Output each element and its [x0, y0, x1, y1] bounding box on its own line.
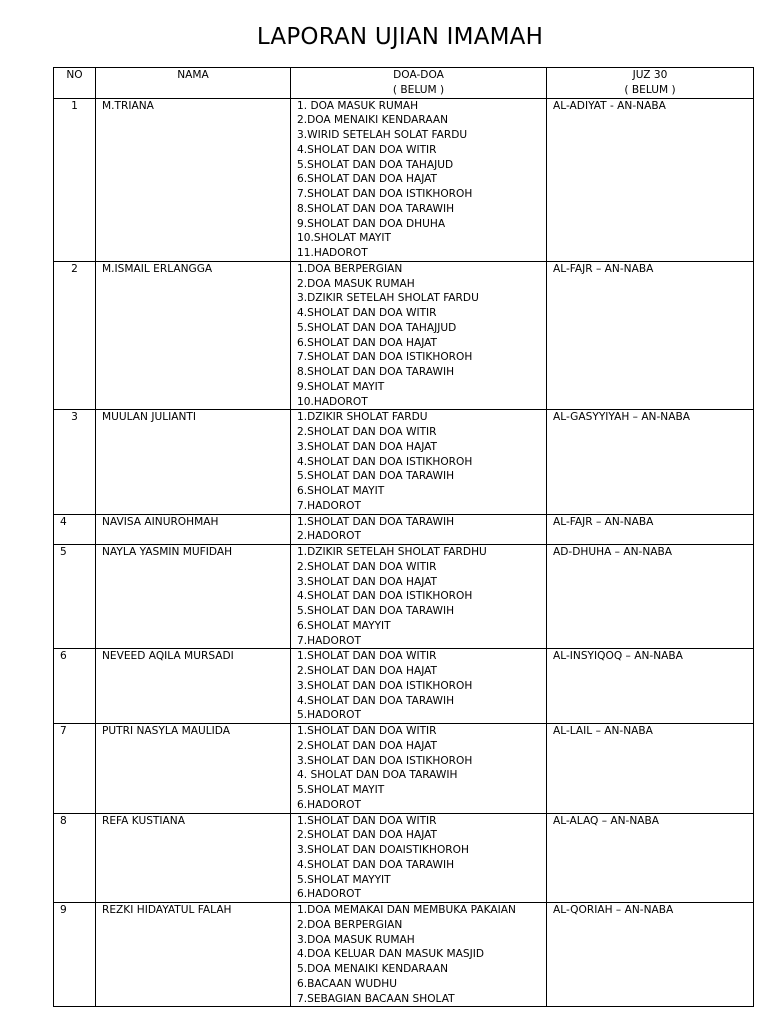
- header-nama: NAMA: [96, 68, 291, 99]
- cell-juz: AL-FAJR – AN-NABA: [547, 514, 754, 545]
- doa-item: 5.SHOLAT DAN DOA TAHAJUD: [297, 158, 454, 171]
- header-juz: [547, 68, 754, 99]
- doa-item: 2.SHOLAT DAN DOA WITIR: [297, 426, 437, 438]
- doa-item: 1.SHOLAT DAN DOA WITIR: [297, 725, 437, 737]
- header-doa-line: DOA-DOA: [393, 69, 444, 81]
- doa-item: 6.SHOLAT MAYYIT: [297, 619, 391, 632]
- doa-item: 6.BACAAN WUDHU: [297, 977, 398, 990]
- doa-item: 5.SHOLAT MAYIT: [297, 784, 385, 796]
- cell-nama: NEVEED AQILA MURSADI: [96, 649, 291, 724]
- doa-item: 5.SHOLAT DAN DOA TARAWIH: [297, 470, 455, 483]
- doa-item: 5.DOA MENAIKI KENDARAAN: [297, 963, 449, 975]
- doa-item: 3.SHOLAT DAN DOA ISTIKHOROH: [297, 754, 473, 767]
- doa-item: 4.SHOLAT DAN DOA TARAWIH: [297, 858, 455, 871]
- cell-doa-list: [291, 903, 547, 1007]
- cell-no: 5: [54, 545, 96, 649]
- cell-nama: REZKI HIDAYATUL FALAH: [96, 903, 291, 1007]
- cell-no: 1: [54, 98, 96, 261]
- doa-item: 7.HADOROT: [297, 499, 361, 512]
- doa-item: 6.SHOLAT DAN DOA HAJAT: [297, 336, 438, 349]
- doa-item: 10.HADOROT: [297, 395, 368, 408]
- doa-item: 8.SHOLAT DAN DOA TARAWIH: [297, 202, 455, 215]
- doa-item: 6.HADOROT: [297, 888, 361, 901]
- cell-juz: AL-QORIAH – AN-NABA: [547, 903, 754, 1007]
- doa-item: 5.SHOLAT DAN DOA TARAWIH: [297, 605, 455, 617]
- cell-doa-list: [291, 514, 547, 545]
- doa-item: 1. DOA MASUK RUMAH: [297, 99, 419, 112]
- cell-doa-list: [291, 261, 547, 410]
- doa-item: 2.SHOLAT DAN DOA WITIR: [297, 560, 437, 573]
- doa-item: 1.SHOLAT DAN DOA TARAWIH: [297, 515, 455, 528]
- cell-no: 6: [54, 649, 96, 724]
- doa-item: 1.DZIKIR SETELAH SHOLAT FARDHU: [297, 546, 487, 558]
- cell-nama: NAYLA YASMIN MUFIDAH: [96, 545, 291, 649]
- cell-no: 8: [54, 813, 96, 903]
- cell-doa-list: [291, 649, 547, 724]
- doa-item: 3.DOA MASUK RUMAH: [297, 933, 415, 946]
- cell-juz: AL-GASYYIYAH – AN-NABA: [547, 410, 754, 514]
- header-juz-line: JUZ 30: [632, 69, 668, 81]
- header-doa-line: ( BELUM ): [392, 83, 445, 96]
- cell-nama: MUULAN JULIANTI: [96, 410, 291, 514]
- table-header-row: [54, 68, 754, 99]
- doa-item: 3.DZIKIR SETELAH SHOLAT FARDU: [297, 292, 479, 305]
- cell-juz: AL-ALAQ – AN-NABA: [547, 813, 754, 903]
- header-juz-line: ( BELUM ): [624, 83, 676, 96]
- doa-item: 6.SHOLAT DAN DOA HAJAT: [297, 173, 438, 186]
- doa-item: 4.SHOLAT DAN DOA WITIR: [297, 143, 437, 156]
- cell-doa-list: [291, 813, 547, 903]
- table-row: [54, 724, 754, 814]
- cell-no: 3: [54, 410, 96, 514]
- doa-item: 3.SHOLAT DAN DOA HAJAT: [297, 575, 438, 588]
- doa-item: 1.SHOLAT DAN DOA WITIR: [297, 650, 437, 663]
- cell-no: 9: [54, 903, 96, 1007]
- doa-item: 1.SHOLAT DAN DOA WITIR: [297, 814, 437, 827]
- doa-item: 2.DOA MASUK RUMAH: [297, 277, 415, 290]
- table-row: [54, 545, 754, 649]
- doa-item: 2.DOA BERPERGIAN: [297, 918, 403, 931]
- doa-item: 10.SHOLAT MAYIT: [297, 232, 391, 245]
- doa-item: 7.SEBAGIAN BACAAN SHOLAT: [297, 992, 455, 1005]
- cell-no: 2: [54, 261, 96, 410]
- doa-item: 4.DOA KELUAR DAN MASUK MASJID: [297, 948, 484, 961]
- doa-item: 3.WIRID SETELAH SOLAT FARDU: [297, 129, 468, 141]
- doa-item: 8.SHOLAT DAN DOA TARAWIH: [297, 366, 455, 378]
- cell-doa-list: [291, 545, 547, 649]
- cell-nama: NAVISA AINUROHMAH: [96, 514, 291, 545]
- doa-item: 4.SHOLAT DAN DOA ISTIKHOROH: [297, 455, 473, 468]
- doa-item: 7.HADOROT: [297, 634, 361, 647]
- table-body: [54, 98, 754, 1007]
- doa-item: 1.DOA BERPERGIAN: [297, 262, 403, 275]
- doa-item: 5.HADOROT: [297, 709, 361, 722]
- doa-item: 4.SHOLAT DAN DOA TARAWIH: [297, 694, 455, 707]
- table-row: [54, 410, 754, 514]
- doa-item: 2.SHOLAT DAN DOA HAJAT: [297, 665, 438, 677]
- doa-item: 11.HADOROT: [297, 247, 368, 259]
- doa-item: 7.SHOLAT DAN DOA ISTIKHOROH: [297, 188, 473, 200]
- doa-item: 4. SHOLAT DAN DOA TARAWIH: [297, 769, 458, 782]
- cell-nama: REFA KUSTIANA: [96, 813, 291, 903]
- doa-item: 6.SHOLAT MAYIT: [297, 485, 385, 497]
- doa-item: 9.SHOLAT DAN DOA DHUHA: [297, 217, 446, 230]
- cell-juz: AL-FAJR – AN-NABA: [547, 261, 754, 410]
- cell-doa-list: [291, 98, 547, 261]
- header-no: NO: [54, 68, 96, 99]
- table-row: [54, 261, 754, 410]
- doa-item: 1.DOA MEMAKAI DAN MEMBUKA PAKAIAN: [297, 904, 516, 916]
- doa-item: 1.DZIKIR SHOLAT FARDU: [297, 411, 428, 424]
- doa-item: 5.SHOLAT MAYYIT: [297, 873, 391, 886]
- doa-item: 2.SHOLAT DAN DOA HAJAT: [297, 829, 438, 842]
- doa-item: 2.DOA MENAIKI KENDARAAN: [297, 114, 449, 127]
- table-row: [54, 813, 754, 903]
- table-row: [54, 98, 754, 261]
- doa-item: 5.SHOLAT DAN DOA TAHAJJUD: [297, 321, 457, 334]
- doa-item: 3.SHOLAT DAN DOA ISTIKHOROH: [297, 679, 473, 692]
- doa-item: 2.HADOROT: [297, 530, 361, 543]
- doa-item: 6.HADOROT: [297, 798, 361, 811]
- doa-item: 9.SHOLAT MAYIT: [297, 380, 385, 393]
- cell-doa-list: [291, 410, 547, 514]
- cell-nama: M.TRIANA: [96, 98, 291, 261]
- report-table: [53, 67, 754, 1007]
- doa-item: 4.SHOLAT DAN DOA WITIR: [297, 307, 437, 319]
- cell-juz: AL-INSYIQOQ – AN-NABA: [547, 649, 754, 724]
- doa-item: 3.SHOLAT DAN DOA HAJAT: [297, 440, 438, 453]
- cell-juz: AL-ADIYAT - AN-NABA: [547, 98, 754, 261]
- doa-item: 3.SHOLAT DAN DOAISTIKHOROH: [297, 844, 469, 856]
- cell-no: 4: [54, 514, 96, 545]
- doa-item: 4.SHOLAT DAN DOA ISTIKHOROH: [297, 590, 473, 603]
- table-row: [54, 903, 754, 1007]
- cell-juz: AD-DHUHA – AN-NABA: [547, 545, 754, 649]
- cell-juz: AL-LAIL – AN-NABA: [547, 724, 754, 814]
- cell-no: 7: [54, 724, 96, 814]
- page-title: LAPORAN UJIAN IMAMAH: [256, 24, 544, 50]
- cell-doa-list: [291, 724, 547, 814]
- header-doa: [291, 68, 547, 99]
- cell-nama: M.ISMAIL ERLANGGA: [96, 261, 291, 410]
- doa-item: 2.SHOLAT DAN DOA HAJAT: [297, 739, 438, 752]
- table-row: [54, 649, 754, 724]
- table-row: [54, 514, 754, 545]
- cell-nama: PUTRI NASYLA MAULIDA: [96, 724, 291, 814]
- doa-item: 7.SHOLAT DAN DOA ISTIKHOROH: [297, 351, 473, 364]
